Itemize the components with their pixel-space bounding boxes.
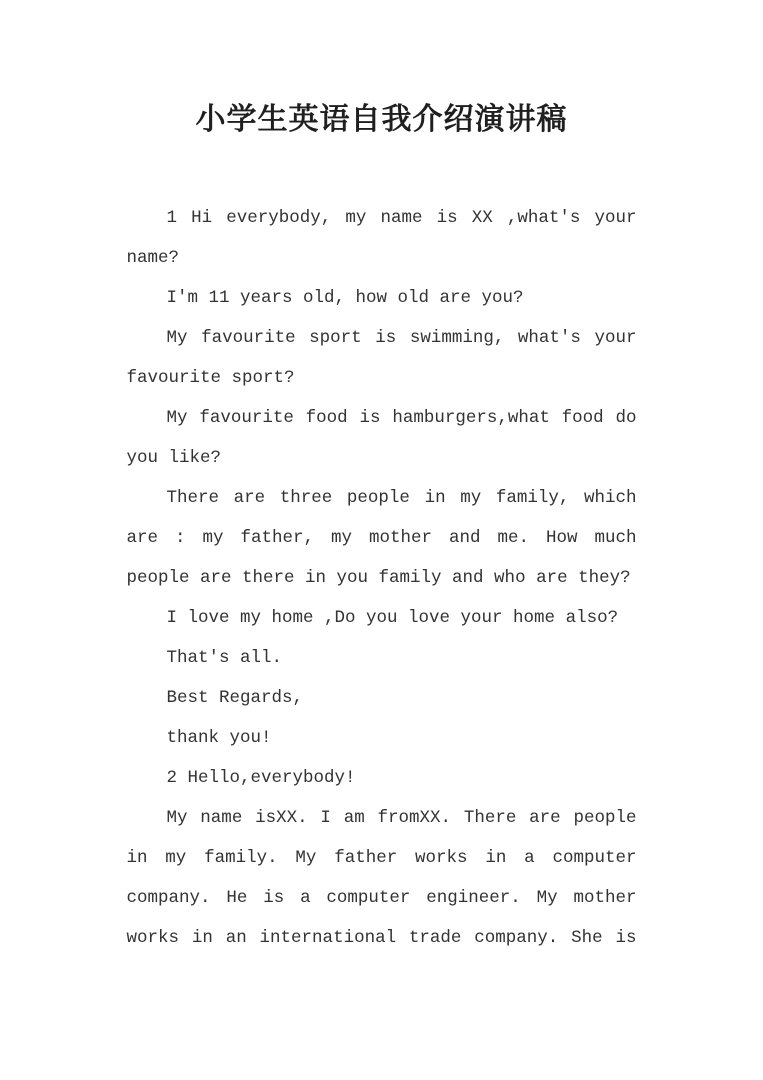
paragraph: There are three people in my family, which are : my father, my mother and me. How much people are there in you family and who are they?	[126, 488, 637, 588]
paragraph: My name isXX. I am fromXX. There are people in my family. My father works in a computer company. He is a computer engineer. My mother works in an international trade company. She is	[126, 808, 637, 948]
paragraph: 2 Hello,everybody!	[166, 768, 356, 788]
paragraph: My favourite sport is swimming, what's your favourite sport?	[126, 328, 637, 388]
document-body	[127, 198, 637, 958]
paragraph: That's all.	[166, 648, 283, 668]
document-content	[127, 0, 637, 958]
paragraph: 1 Hi everybody, my name is XX ,what's your name?	[126, 208, 637, 268]
paragraph: Best Regards,	[166, 688, 304, 708]
paragraph: I'm 11 years old, how old are you?	[166, 288, 524, 308]
paragraph: I love my home ,Do you love your home also?	[166, 608, 619, 628]
paragraph: My favourite food is hamburgers,what food do you like?	[126, 408, 637, 468]
paragraph: thank you!	[166, 728, 272, 748]
document-title: 小学生英语自我介绍演讲稿	[195, 103, 568, 136]
